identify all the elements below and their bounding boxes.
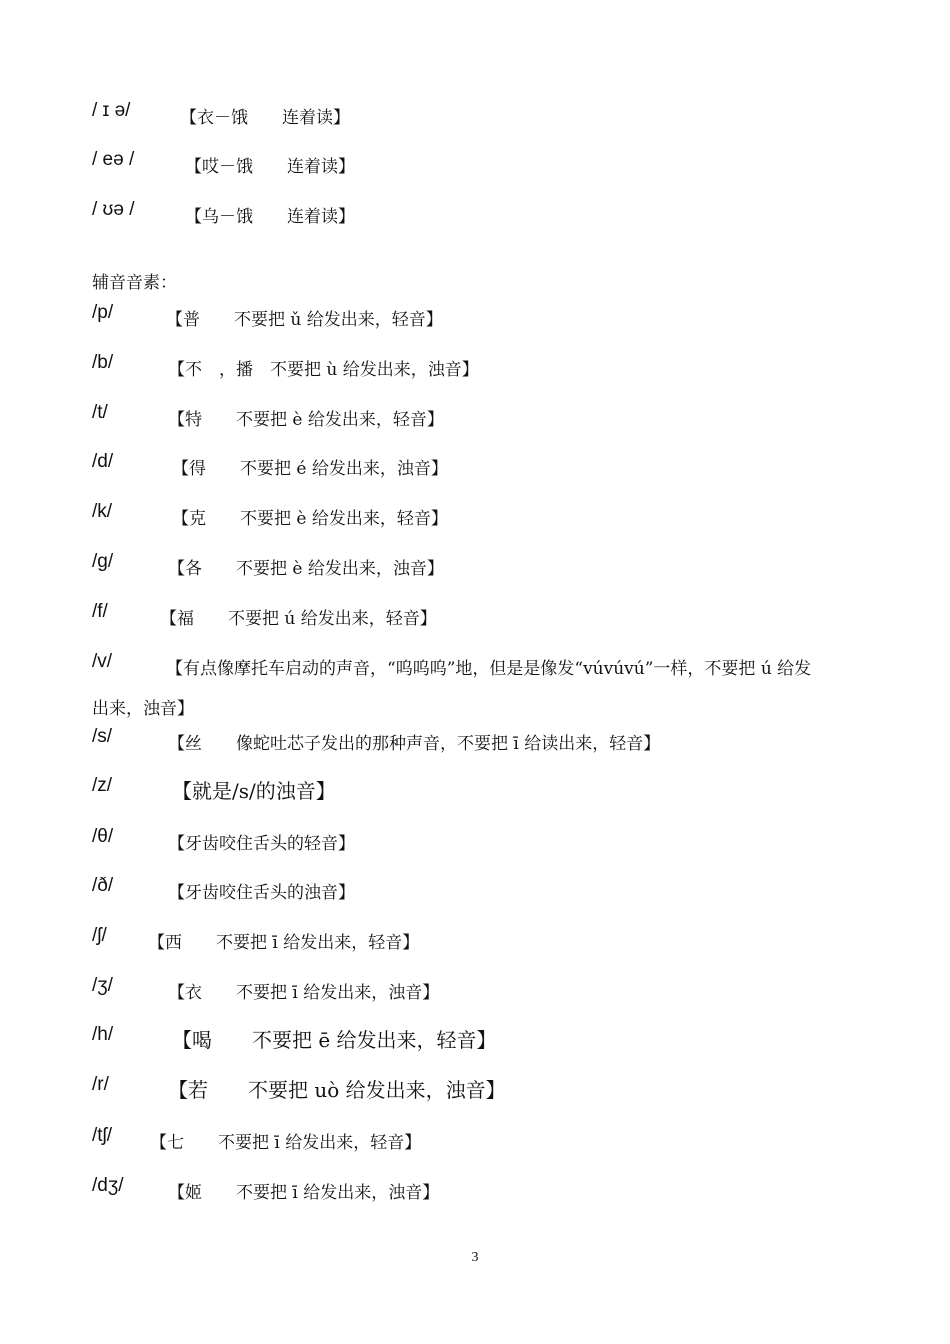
phoneme-symbol: /z/	[92, 775, 113, 796]
phoneme-symbol: /p/	[92, 302, 114, 323]
phoneme-description: 【牙齿咬住舌头的浊音】	[168, 883, 355, 903]
phoneme-symbol: /ʃ/	[92, 925, 107, 946]
consonant-row-z	[92, 775, 336, 803]
phoneme-description: 【西 不要把 ī 给发出来，轻音】	[148, 933, 420, 953]
consonant-row-v	[92, 651, 812, 679]
phoneme-symbol: /f/	[92, 601, 108, 622]
phoneme-symbol: /r/	[92, 1074, 109, 1095]
phoneme-symbol: /t/	[92, 402, 108, 423]
vowel-row-ie	[92, 100, 350, 128]
phoneme-description: 【不 ，播 不要把 ù 给发出来，浊音】	[168, 360, 479, 380]
vowel-row-ua	[92, 199, 355, 227]
consonant-row-b	[92, 352, 479, 380]
consonant-row-s	[92, 726, 661, 754]
consonant-row-p	[92, 302, 443, 330]
phoneme-description: 【姬 不要把 ī 给发出来，浊音】	[168, 1183, 440, 1203]
phoneme-description: 【若 不要把 uò 给发出来，浊音】	[168, 1078, 506, 1102]
consonant-row-k	[92, 501, 448, 529]
consonant-row-theta	[92, 826, 355, 854]
phoneme-description: 【七 不要把 ī 给发出来，轻音】	[150, 1133, 422, 1153]
phoneme-symbol: /h/	[92, 1024, 114, 1045]
consonant-row-dzh	[92, 1175, 440, 1203]
phoneme-symbol: /s/	[92, 726, 113, 747]
phoneme-description: 【普 不要把 ǔ 给发出来，轻音】	[166, 310, 443, 330]
phoneme-description: 【丝 像蛇吐芯子发出的那种声音，不要把 ī 给读出来，轻音】	[168, 734, 661, 754]
phoneme-description: 【衣 不要把 ī 给发出来，浊音】	[168, 983, 440, 1003]
phoneme-symbol: /b/	[92, 352, 114, 373]
page-number: 3	[471, 1250, 479, 1265]
vowel-row-ea	[92, 149, 355, 177]
phoneme-symbol: /d/	[92, 451, 114, 472]
consonant-row-d	[92, 451, 448, 479]
phoneme-description: 【有点像摩托车启动的声音，“呜呜呜”地，但是是像发“vúvúvú”一样，不要把 ú 给发	[166, 659, 812, 679]
phoneme-description: 【福 不要把 ú 给发出来，轻音】	[160, 609, 437, 629]
consonant-row-h	[92, 1024, 497, 1052]
phoneme-symbol: /v/	[92, 651, 113, 672]
consonant-row-tsh	[92, 1125, 422, 1153]
consonant-row-r	[92, 1074, 506, 1102]
consonant-row-eth	[92, 875, 355, 903]
phoneme-description: 【衣－饿 连着读】	[180, 108, 350, 128]
consonant-row-f	[92, 601, 437, 629]
phoneme-description-continued: 出来，浊音】	[92, 699, 194, 719]
phoneme-description: 【喝 不要把 ē 给发出来，轻音】	[172, 1028, 497, 1052]
phoneme-description: 【克 不要把 è 给发出来，轻音】	[172, 509, 448, 529]
phoneme-description: 【特 不要把 è 给发出来，轻音】	[168, 410, 444, 430]
phoneme-description: 【得 不要把 é 给发出来，浊音】	[172, 459, 448, 479]
consonant-row-t	[92, 402, 444, 430]
phoneme-symbol: /k/	[92, 501, 113, 522]
phoneme-description: 【哎－饿 连着读】	[185, 157, 355, 177]
phoneme-description: 【就是/s/的浊音】	[172, 779, 336, 803]
phoneme-description: 【牙齿咬住舌头的轻音】	[168, 834, 355, 854]
phoneme-symbol: / ɪ ə/	[92, 100, 131, 121]
phoneme-symbol: /g/	[92, 551, 114, 572]
phoneme-description: 【乌－饿 连着读】	[185, 207, 355, 227]
phoneme-symbol: / ʊə /	[92, 199, 135, 220]
phoneme-symbol: /tʃ/	[92, 1125, 113, 1146]
phoneme-symbol: /dʒ/	[92, 1175, 124, 1196]
phoneme-description: 【各 不要把 è 给发出来，浊音】	[168, 559, 444, 579]
phoneme-symbol: /ð/	[92, 875, 114, 896]
consonant-row-g	[92, 551, 444, 579]
phoneme-symbol: /θ/	[92, 826, 114, 847]
consonant-row-esh	[92, 925, 420, 953]
phoneme-symbol: / eə /	[92, 149, 135, 170]
consonant-heading: 辅音音素：	[92, 273, 177, 293]
phoneme-symbol: /ʒ/	[92, 975, 113, 996]
consonant-row-ezh	[92, 975, 440, 1003]
